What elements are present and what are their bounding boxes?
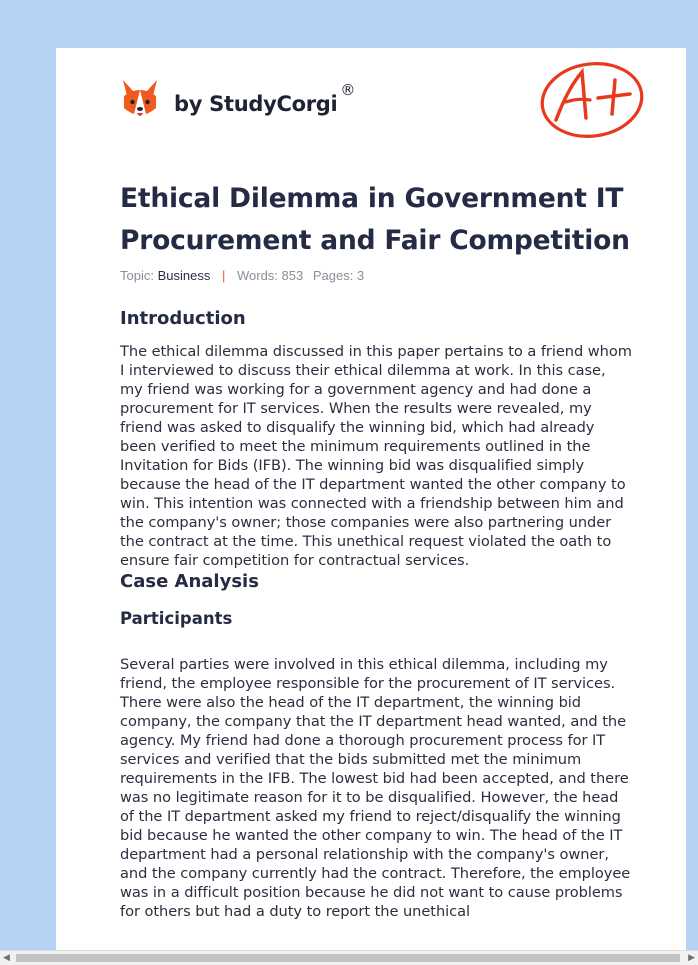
meta-separator: | xyxy=(221,268,226,283)
registered-mark: ® xyxy=(340,81,356,99)
scrollbar-thumb[interactable] xyxy=(16,954,680,962)
word-count: Words: 853 xyxy=(236,268,304,283)
a-plus-stamp-icon xyxy=(538,58,650,140)
brand-name: by StudyCorgi xyxy=(174,92,338,116)
corgi-logo-icon xyxy=(120,78,160,122)
document-page xyxy=(56,48,686,952)
page-count: Pages: 3 xyxy=(312,268,365,283)
section-heading-case-analysis: Case Analysis xyxy=(120,571,259,592)
article xyxy=(120,178,632,921)
paragraph-participants: Several parties were involved in this ethical dilemma, including my friend, the employee responsible for the procurement of IT services. There were also the head of the IT department, the winning bid company, the company that the IT department head wanted, and the agency. My friend had done a thorough procurement process for IT services and verified that the bids submitted met the minimum requirements in the IFB. The lowest bid had been accepted, and there was no legitimate reason for it to be disqualified. However, the head of the IT department asked my friend to reject/disqualify the winning bid because he wanted the other company to win. The head of the IT department had a personal relationship with the company's owner, and the company currently had the contract. Therefore, the employee was in a difficult position because he did not want to cause problems for others but had a duty to report the unethical xyxy=(120,656,631,920)
paragraph-introduction: The ethical dilemma discussed in this paper pertains to a friend whom I interviewed to discuss their ethical dilemma at work. In this case, my friend was working for a government agency and had done a procurement for IT services. When the results were revealed, my friend was asked to disqualify the winning bid, which had already been verified to meet the minimum requirements outlined in the Invitation for Bids (IFB). The winning bid was disqualified simply because the head of the IT department wanted the other company to win. This intention was connected with a friendship between him and the company's owner; those companies were also partnering under the contract at the time. This unethical request violated the oath to ensure fair competition for contractual services. xyxy=(120,343,632,569)
page-title: Ethical Dilemma in Government IT Procurement and Fair Competition xyxy=(120,183,630,256)
topic-link[interactable]: Business xyxy=(157,268,211,283)
section-heading-introduction: Introduction xyxy=(120,308,246,329)
scroll-left-icon[interactable]: ◀ xyxy=(3,953,10,963)
brand-logo[interactable] xyxy=(120,76,355,124)
topic-label: Topic: xyxy=(120,268,154,283)
scroll-right-icon[interactable]: ▶ xyxy=(688,953,695,963)
horizontal-scrollbar[interactable] xyxy=(0,950,698,965)
subsection-heading-participants: Participants xyxy=(120,609,233,628)
article-meta xyxy=(120,268,632,283)
